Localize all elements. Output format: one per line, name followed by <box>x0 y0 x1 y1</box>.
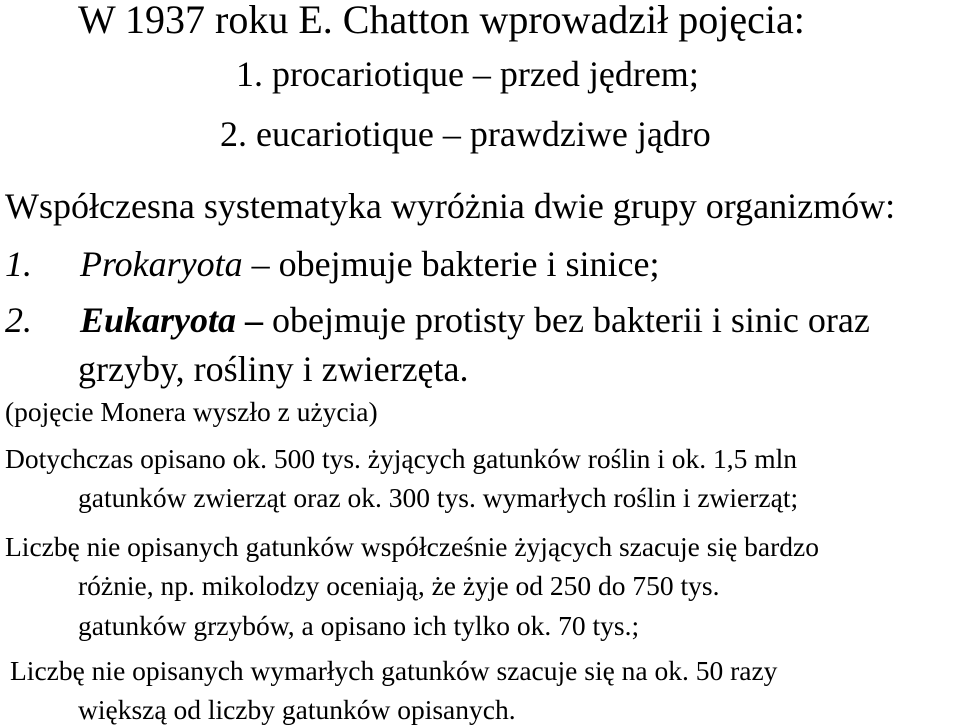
living-undescribed-line: różnie, np. mikolodzy oceniają, że żyje od 250 do 750 tys. <box>78 570 720 601</box>
group-description: obejmuje bakterie i sinice; <box>278 244 660 284</box>
group-prokaryota <box>5 246 660 282</box>
modern-systematics-intro: Współczesna systematyka wyróżnia dwie grupy organizmów: <box>5 186 896 226</box>
extinct-undescribed-line: większą od liczby gatunków opisanych. <box>78 694 516 725</box>
living-undescribed-line: gatunków grzybów, a opisano ich tylko ok. 70 tys.; <box>78 610 640 641</box>
group-name: Prokaryota <box>80 244 243 284</box>
living-undescribed-line: Liczbę nie opisanych gatunków współcześnie żyjących szacuje się bardzo <box>5 531 819 562</box>
group-eukaryota-continuation: grzyby, rośliny i zwierzęta. <box>78 349 469 389</box>
concept-procariotique: 1. procariotique – przed jędrem; <box>236 54 699 94</box>
extinct-undescribed-line: Liczbę nie opisanych wymarłych gatunków szacuje się na ok. 50 razy <box>10 655 778 686</box>
group-number: 2. <box>5 300 32 340</box>
concept-eucariotique: 2. eucariotique – prawdziwe jądro <box>220 114 711 154</box>
group-dash: – <box>236 300 273 340</box>
slide-heading: W 1937 roku E. Chatton wprowadził pojęcia: <box>78 0 805 42</box>
group-eukaryota <box>5 302 870 338</box>
species-described-line: gatunków zwierząt oraz ok. 300 tys. wymarłych roślin i zwierząt; <box>78 482 799 513</box>
species-described-line: Dotychczas opisano ok. 500 tys. żyjących gatunków roślin i ok. 1,5 mln <box>5 443 798 474</box>
group-dash: – <box>242 244 279 284</box>
group-description: obejmuje protisty bez bakterii i sinic oraz <box>272 300 870 340</box>
group-name: Eukaryota <box>80 300 237 340</box>
group-number: 1. <box>5 244 32 284</box>
monera-note: (pojęcie Monera wyszło z użycia) <box>5 396 378 427</box>
